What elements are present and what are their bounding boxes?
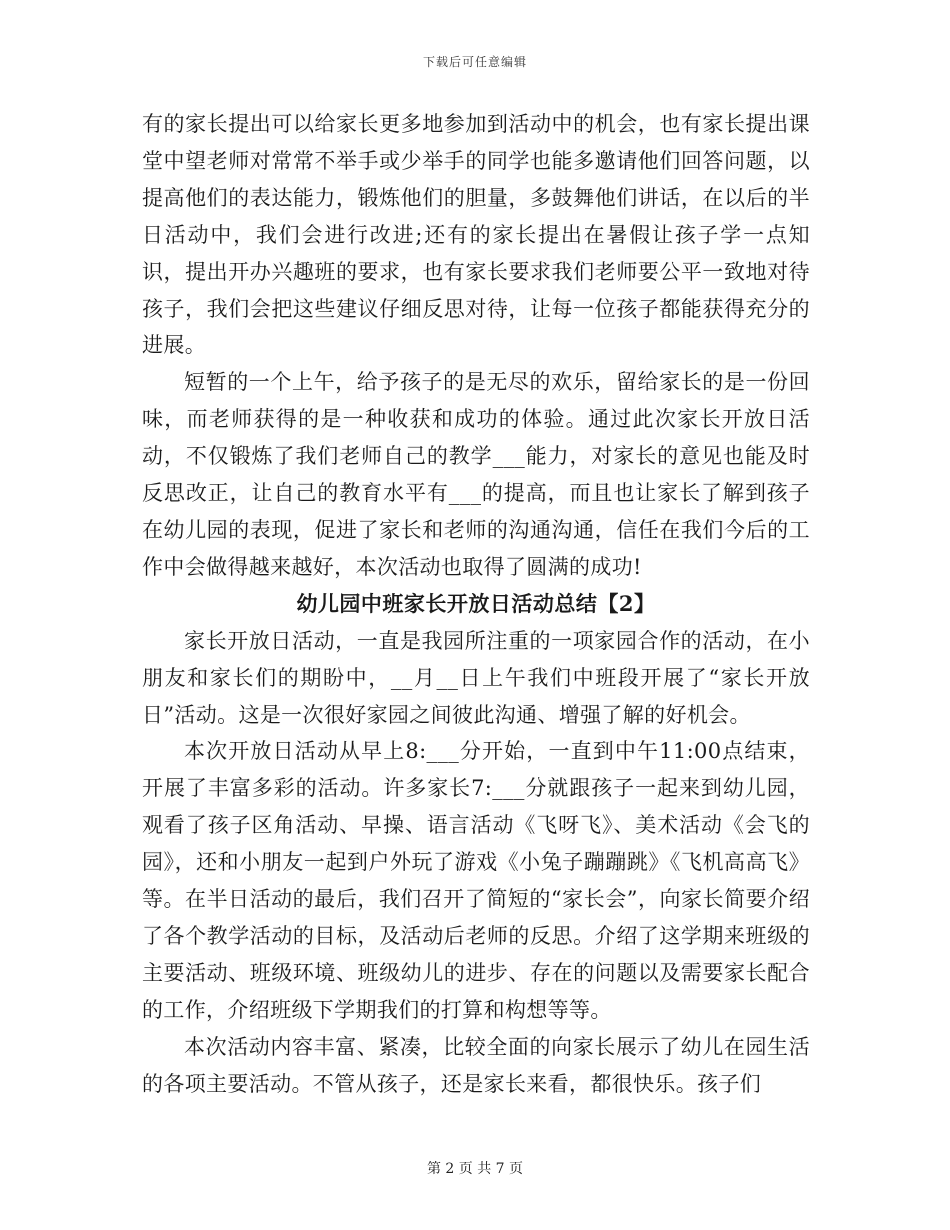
page-number: 第 2 页 共 7 页 — [426, 1161, 524, 1177]
paragraph-summary: 短暂的一个上午，给予孩子的是无尽的欢乐，留给家长的是一份回味，而老师获得的是一种收获和成功的体验。通过此次家长开放日活动，不仅锻炼了我们老师自己的教学___能力，对家长的意见也能及时反思改正，让自己的教育水平有___的提高，而且也让家长了解到孩子在幼儿园的表现，促进了家长和老师的沟通沟通，信任在我们今后的工作中会做得越来越好，本次活动也取得了圆满的成功! — [142, 370, 810, 579]
page-header: 下载后可任意编辑 — [422, 55, 527, 69]
paragraph-continued: 有的家长提出可以给家长更多地参加到活动中的机会，也有家长提出课堂中望老师对常常不举手或少举手的同学也能多邀请他们回答问题，以提高他们的表达能力，锻炼他们的胆量，多鼓舞他们讲话，在以后的半日活动中，我们会进行改进;还有的家长提出在暑假让孩子学一点知识，提出开办兴趣班的要求，也有家长要求我们老师要公平一致地对待孩子，我们会把这些建议仔细反思对待，让每一位孩子都能获得充分的进展。 — [142, 112, 810, 358]
paragraph-schedule: 本次开放日活动从早上8:___分开始，一直到中午11:00点结束，开展了丰富多彩的活动。许多家长7:___分就跟孩子一起来到幼儿园，观看了孩子区角活动、早操、语言活动《飞呀飞》、美术活动《会飞的园》，还和小朋友一起到户外玩了游戏《小兔子蹦蹦跳》《飞机高高飞》等。在半日活动的最后，我们召开了简短的“家长会”，向家长简要介绍了各个教学活动的目标，及活动后老师的反思。介绍了这学期来班级的主要活动、班级环境、班级幼儿的进步、存在的问题以及需要家长配合的工作，介绍班级下学期我们的打算和构想等等。 — [142, 739, 810, 1022]
paragraph-intro: 家长开放日活动，一直是我园所注重的一项家园合作的活动，在小朋友和家长们的期盼中，__月__日上午我们中班段开展了“家长开放日”活动。这是一次很好家园之间彼此沟通、增强了解的好机会。 — [142, 628, 810, 727]
paragraph-conclusion: 本次活动内容丰富、紧凑，比较全面的向家长展示了幼儿在园生活的各项主要活动。不管从孩子，还是家长来看，都很快乐。孩子们 — [142, 1034, 810, 1096]
section-title: 幼儿园中班家长开放日活动总结【2】 — [296, 590, 656, 616]
document-body — [142, 106, 810, 1102]
